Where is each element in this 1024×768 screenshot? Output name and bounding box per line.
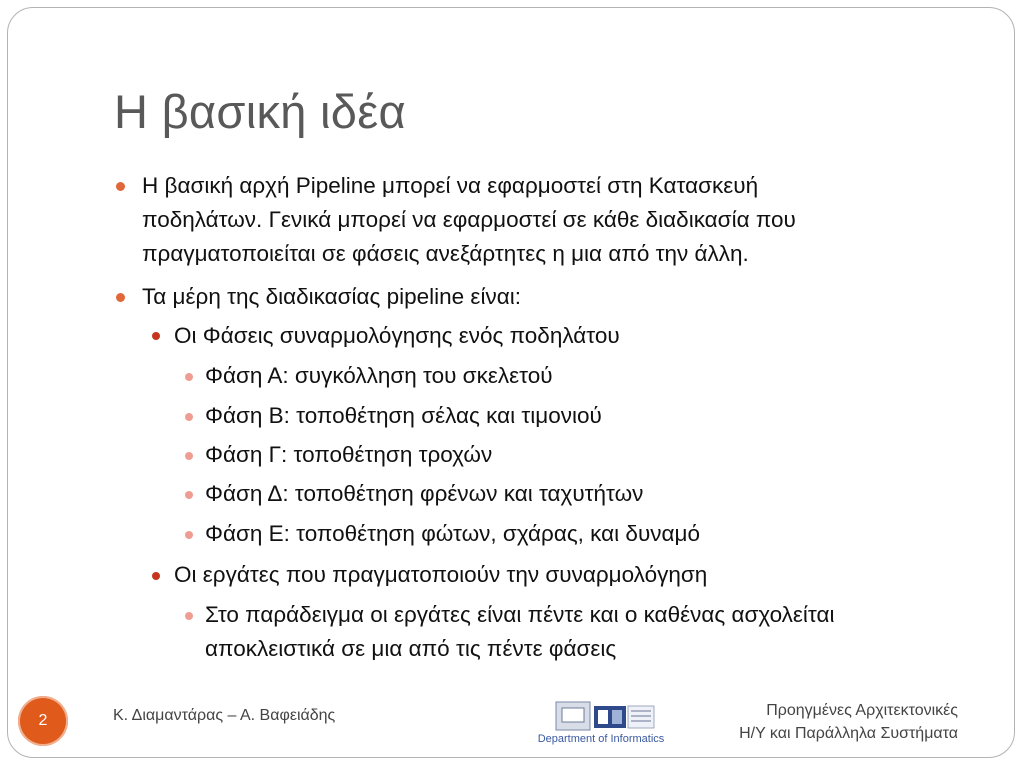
- bullet-level3: [205, 598, 835, 666]
- bullet-dot-level3: [185, 413, 193, 421]
- bullet-level3: [205, 359, 553, 393]
- bullet-level3: [205, 517, 700, 551]
- bullet-line: αποκλειστικά σε μια από τις πέντε φάσεις: [205, 636, 617, 661]
- bullet-dot-level1: [116, 182, 125, 191]
- bullet-level3: [205, 399, 602, 433]
- page-number-badge: [18, 696, 68, 746]
- bullet-line: Η βασική αρχή Pipeline μπορεί να εφαρμοστεί στη Κατασκευή: [142, 173, 759, 198]
- department-logo-icon: [524, 698, 678, 746]
- bullet-dot-level3: [185, 531, 193, 539]
- bullet-line: Φάση Ε: τοποθέτηση φώτων, σχάρας, και δυναμό: [205, 521, 700, 546]
- bullet-dot-level3: [185, 373, 193, 381]
- bullet-level2: [174, 319, 620, 353]
- bullet-level3: [205, 477, 643, 511]
- bullet-line: Φάση Γ: τοποθέτηση τροχών: [205, 442, 493, 467]
- logo-caption: Department of Informatics: [537, 733, 665, 745]
- bullet-line: Στο παράδειγμα οι εργάτες είναι πέντε και ο καθένας ασχολείται: [205, 602, 835, 627]
- bullet-line: Φάση Α: συγκόλληση του σκελετού: [205, 363, 553, 388]
- bullet-level3: [205, 438, 492, 472]
- course-line-1: Προηγμένες Αρχιτεκτονικές: [766, 702, 958, 719]
- bullet-level2: [174, 558, 707, 592]
- bullet-line: Οι Φάσεις συναρμολόγησης ενός ποδηλάτου: [174, 323, 620, 348]
- bullet-dot-level3: [185, 452, 193, 460]
- course-line-2: Η/Υ και Παράλληλα Συστήματα: [739, 725, 958, 742]
- footer-authors: Κ. Διαμαντάρας – Α. Βαφειάδης: [113, 707, 336, 724]
- bullet-dot-level3: [185, 612, 193, 620]
- bullet-dot-level3: [185, 491, 193, 499]
- bullet-line: Τα μέρη της διαδικασίας pipeline είναι:: [142, 284, 521, 309]
- bullet-level1: [142, 169, 796, 271]
- bullet-line: Οι εργάτες που πραγματοποιούν την συναρμολόγηση: [174, 562, 708, 587]
- bullet-line: Φάση Β: τοποθέτηση σέλας και τιμονιού: [205, 403, 602, 428]
- page-number: 2: [38, 712, 48, 729]
- bullet-dot-level2: [152, 332, 160, 340]
- department-logo-graphic: [524, 698, 678, 746]
- bullet-dot-level2: [152, 572, 160, 580]
- bullet-dot-level1: [116, 293, 125, 302]
- bullet-line: ποδηλάτων. Γενικά μπορεί να εφαρμοστεί σε κάθε διαδικασία που: [142, 207, 796, 232]
- bullet-line: πραγματοποιείται σε φάσεις ανεξάρτητες η μια από την άλλη.: [142, 241, 749, 266]
- footer-course: [739, 699, 958, 745]
- slide-title: Η βασική ιδέα: [114, 85, 406, 138]
- bullet-level1: [142, 280, 521, 314]
- bullet-line: Φάση Δ: τοποθέτηση φρένων και ταχυτήτων: [205, 481, 644, 506]
